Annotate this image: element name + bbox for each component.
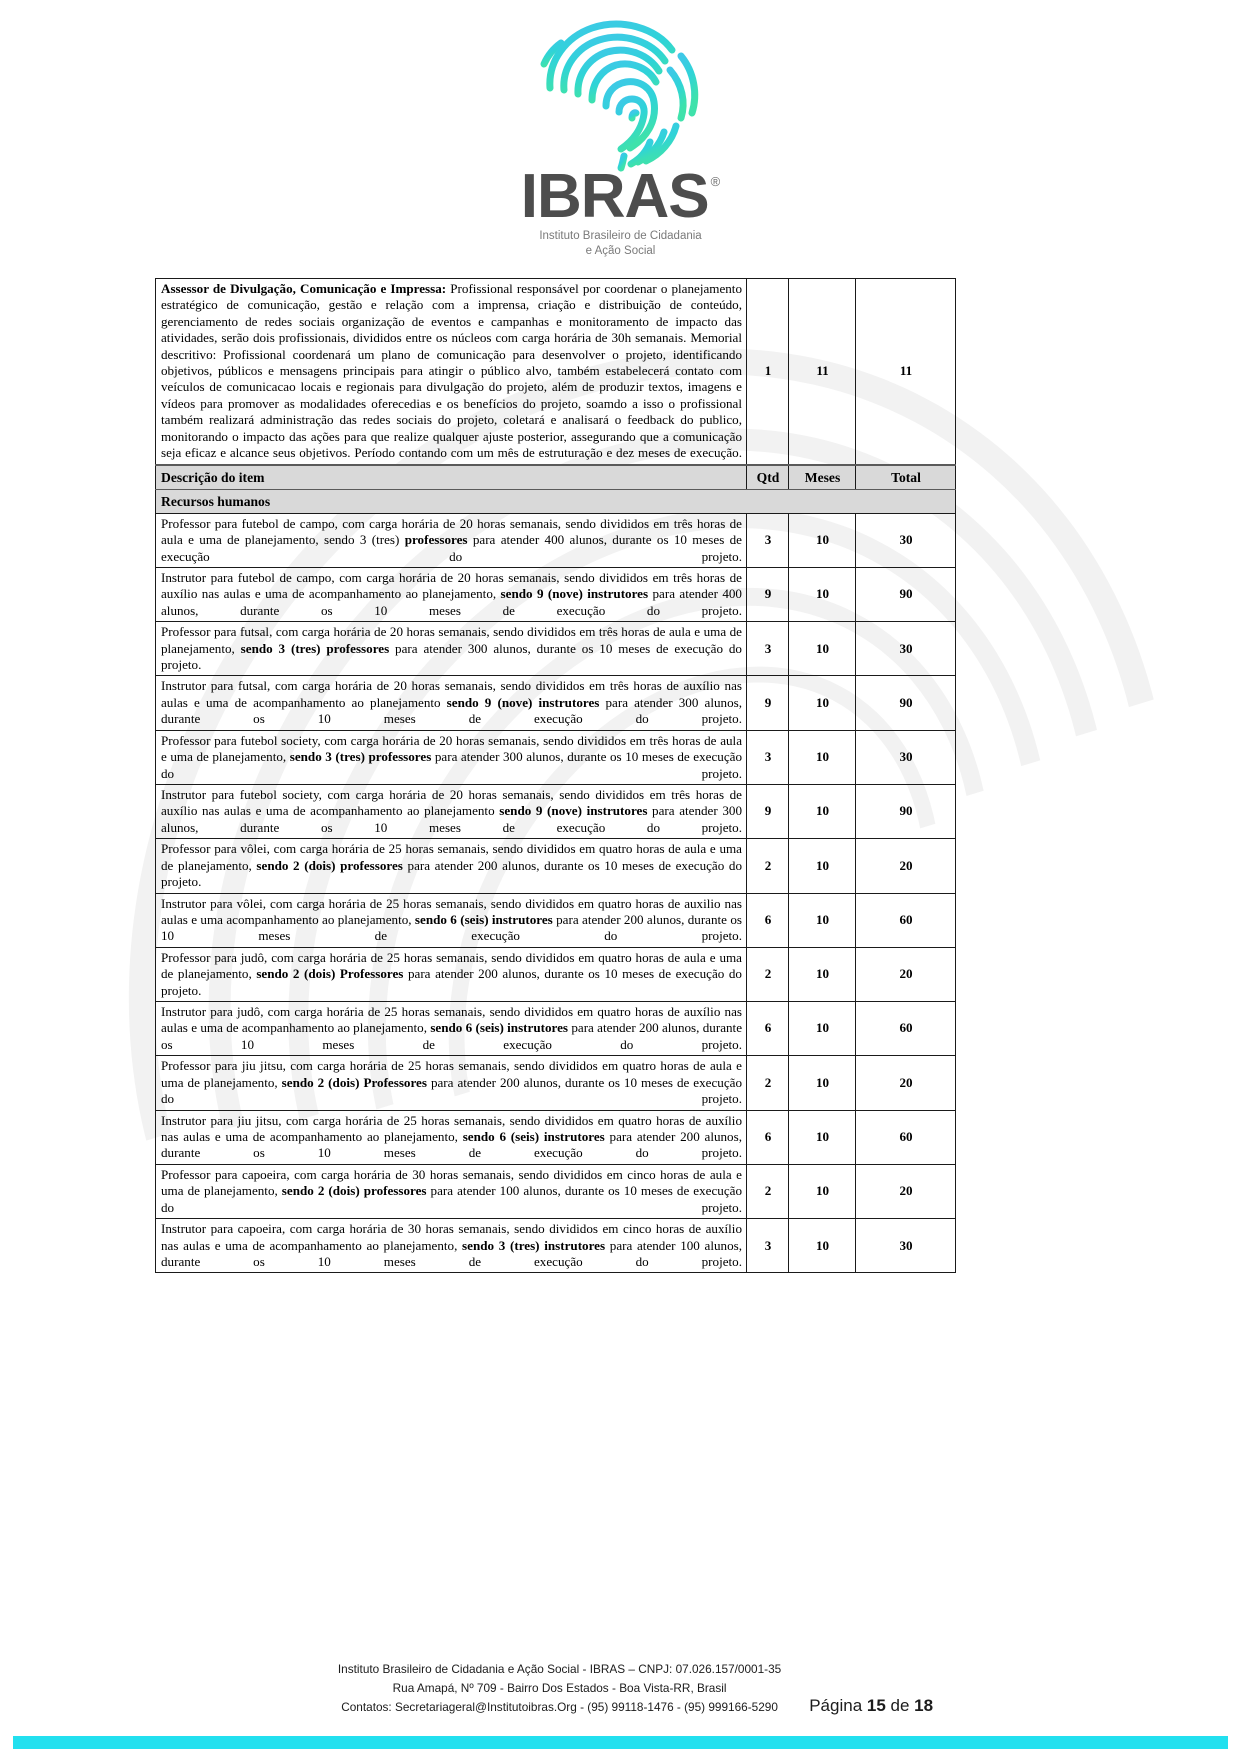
table-row [156,730,956,784]
row-meses-cell: 10 [789,730,856,784]
row-description-cell [156,730,747,784]
row-total-cell: 20 [856,1164,956,1218]
table-header-row [156,465,956,490]
row-qtd-cell: 3 [747,1219,789,1273]
table-row [156,1164,956,1218]
page-current: 15 [866,1696,886,1715]
row-description-text: Instrutor para futsal, com carga horária de 20 horas semanais, sendo divididos em três horas de auxílio nas aulas e uma de acompanhamento ao planejamento [161,678,742,710]
page-total: 18 [914,1696,934,1715]
row-description-text: para atender 200 alunos, durante os 10 meses de execução do projeto. [161,1074,742,1107]
row-description-emphasis: sendo 2 (dois) Professores [256,966,404,982]
row-description-text: para atender 200 alunos, durante os 10 meses de execução do projeto. [161,1129,742,1161]
row-description-cell [156,1219,747,1273]
table-row-intro [156,278,956,464]
row-qtd-cell: 9 [747,676,789,730]
row-total-cell: 30 [856,622,956,676]
row-qtd-cell: 6 [747,1002,789,1056]
row-total-cell: 30 [856,513,956,567]
row-description-text: Professor para futebol de campo, com carga horária de 20 horas semanais, sendo divididos em três horas de aula e uma de planejamento, sendo 3 (tres) [161,515,742,548]
row-total-cell: 30 [856,1219,956,1273]
row-meses-cell: 10 [789,839,856,893]
row-description-emphasis: sendo 2 (dois) Professores [281,1074,427,1090]
row-description-text: para atender 100 alunos, durante os 10 meses de execução do projeto. [161,1237,742,1269]
budget-table [155,278,956,1273]
row-description-emphasis: sendo 3 (tres) instrutores [462,1237,606,1253]
row-total-cell: 20 [856,1056,956,1110]
table-row [156,622,956,676]
row-total-cell: 90 [856,676,956,730]
intro-qtd-cell: 1 [747,278,789,464]
intro-meses-cell: 11 [789,278,856,464]
table-row [156,676,956,730]
row-qtd-cell: 3 [747,513,789,567]
footer-line-contacts: Contatos: Secretariageral@Institutoibras.Org - (95) 99118-1476 - (95) 999166-5290 [341,1699,778,1714]
row-total-cell: 90 [856,567,956,621]
row-qtd-cell: 3 [747,622,789,676]
brand-tagline-line-1: Instituto Brasileiro de Cidadania [539,229,702,242]
row-meses-cell: 10 [789,1056,856,1110]
row-meses-cell: 10 [789,1164,856,1218]
row-description-text: Instrutor para jiu jitsu, com carga horária de 25 horas semanais, sendo divididos em quatro horas de auxílio nas aulas e uma de acompanhamento ao planejamento, [161,1112,742,1144]
row-meses-cell: 10 [789,622,856,676]
row-description-text: para atender 200 alunos, durante os 10 meses de execução do projeto. [161,1020,742,1052]
document-footer [0,1660,1241,1717]
footer-accent-bar [13,1736,1228,1749]
row-description-emphasis: sendo 3 (tres) professores [240,640,390,656]
table-row [156,567,956,621]
row-meses-cell: 10 [789,893,856,947]
row-qtd-cell: 6 [747,1110,789,1164]
row-qtd-cell: 2 [747,947,789,1001]
table-row [156,1002,956,1056]
row-description-cell [156,947,747,1001]
intro-description-cell [156,278,747,464]
row-meses-cell: 10 [789,947,856,1001]
row-description-text: para atender 300 alunos, durante os 10 meses de execução do projeto. [161,694,742,727]
intro-lead-label: Assessor de Divulgação, Comunicação e Impressa: [161,280,447,296]
row-qtd-cell: 3 [747,730,789,784]
row-description-text: Professor para futebol society, com carga horária de 20 horas semanais, sendo divididos em três horas de aula e uma de planejamento, [161,732,742,765]
page-middle: de [885,1696,915,1715]
row-description-text: Professor para vôlei, com carga horária de 25 horas semanais, sendo divididos em quatro horas de aula e uma de planejamento, [161,841,742,873]
row-meses-cell: 10 [789,784,856,838]
table-row [156,1219,956,1273]
row-meses-cell: 10 [789,1002,856,1056]
row-meses-cell: 10 [789,676,856,730]
row-total-cell: 60 [856,1002,956,1056]
row-description-cell [156,622,747,676]
column-header-total: Total [856,465,956,490]
row-description-text: para atender 300 alunos, durante os 10 meses de execução do projeto. [161,749,742,781]
row-description-cell [156,567,747,621]
budget-table-container [155,278,955,1273]
row-description-text: Instrutor para vôlei, com carga horária de 25 horas semanais, sendo divididos em quatro horas de auxilio nas aulas e uma acompanhamento ao planejamento, [161,895,742,927]
row-description-emphasis: sendo 9 (nove) instrutores [499,803,648,819]
row-description-text: para atender 200 alunos, durante os 10 meses de execução do projeto. [161,966,742,998]
row-qtd-cell: 9 [747,784,789,838]
row-total-cell: 90 [856,784,956,838]
row-description-cell [156,839,747,893]
row-qtd-cell: 2 [747,1056,789,1110]
row-description-emphasis: sendo 6 (seis) instrutores [462,1129,605,1144]
page-number-label [809,1696,933,1717]
row-description-text: para atender 400 alunos, durante os 10 meses de execução do projeto. [161,532,742,564]
row-description-text: Professor para futsal, com carga horária de 20 horas semanais, sendo divididos em três horas de aula e uma de planejamento, [161,624,742,656]
table-row [156,1056,956,1110]
row-description-text: Instrutor para futebol de campo, com carga horária de 20 horas semanais, sendo divididos em três horas de auxílio nas aulas e uma de acompanhamento ao planejamento, [161,569,742,602]
column-header-descricao: Descrição do item [156,465,747,490]
row-description-cell [156,1056,747,1110]
column-header-qtd: Qtd [747,465,789,490]
table-row [156,784,956,838]
row-description-cell [156,676,747,730]
intro-total-cell: 11 [856,278,956,464]
table-row [156,839,956,893]
row-description-text: Instrutor para judô, com carga horária de 25 horas semanais, sendo divididos em quatro horas de auxílio nas aulas e uma de acompanhamento ao planejamento, [161,1004,742,1036]
row-description-text: para atender 400 alunos, durante os 10 meses de execução do projeto. [161,586,742,618]
intro-body-text: Profissional responsável por coordenar o planejamento estratégico de comunicação, gestão e relação com a imprensa, criação e distribuição de conteúdo, gerenciamento de redes sociais organização de eventos e campanhas e monitoramento de impacto das atividades, serão dois profissionais, divididos entre os núcleos com carga horária de 30h semanais. Memorial descritivo: Profissional coordenará um plano de comunicação para desenvolver o projeto, identificando objetivos, públicos e mensagens principais para atingir o público alvo, também estabelecerá contato com veículos de comunicacao locais e regionais para divulgação do projeto, além de produzir textos, imagens e vídeos para promover as modalidades oferecedias e os benefícios do projeto, soamdo a isso o profissional também realizará administração das redes sociais do projeto, coletará e analisará o feedback do publico, monitorando o impacto das ações para que realize qualquer ajuste posterior, assegurando que a comunicação seja eficaz e alcance seus objetivos. Período contando com um mês de estruturação e dez meses de execução. [161,280,742,461]
row-qtd-cell: 2 [747,1164,789,1218]
footer-line-address: Rua Amapá, Nº 709 - Bairro Dos Estados - Boa Vista-RR, Brasil [392,1680,727,1695]
section-label-recursos-humanos: Recursos humanos [156,489,956,513]
row-description-cell [156,1002,747,1056]
row-total-cell: 60 [856,1110,956,1164]
row-qtd-cell: 9 [747,567,789,621]
footer-line-entity: Instituto Brasileiro de Cidadania e Ação Social - IBRAS – CNPJ: 07.026.157/0001-35 [337,1661,782,1676]
fingerprint-brazil-icon [526,14,716,174]
row-description-emphasis: sendo 9 (nove) instrutores [500,586,649,602]
footer-contact-block [338,1660,781,1717]
row-description-cell [156,893,747,947]
row-total-cell: 20 [856,839,956,893]
row-qtd-cell: 6 [747,893,789,947]
row-meses-cell: 10 [789,513,856,567]
table-section-row [156,489,956,513]
row-description-text: para atender 100 alunos, durante os 10 meses de execução do projeto. [161,1183,743,1215]
row-description-cell [156,784,747,838]
row-total-cell: 30 [856,730,956,784]
row-meses-cell: 10 [789,1219,856,1273]
row-description-emphasis: sendo 6 (seis) instrutores [414,911,553,927]
column-header-meses: Meses [789,465,856,490]
row-description-emphasis: sendo 2 (dois) professores [281,1183,427,1199]
row-description-text: para atender 200 alunos, durante os 10 meses de execução do projeto. [161,911,742,944]
row-description-emphasis: professores [404,532,468,548]
row-description-text: Professor para capoeira, com carga horária de 30 horas semanais, sendo divididos em cinco horas de aula e uma de planejamento, [161,1166,742,1199]
row-description-text: Professor para judô, com carga horária de 25 horas semanais, sendo divididos em quatro horas de aula e uma de planejamento, [161,949,742,982]
row-description-cell [156,513,747,567]
row-description-emphasis: sendo 2 (dois) professores [256,857,403,873]
table-row [156,1110,956,1164]
row-description-text: para atender 200 alunos, durante os 10 meses de execução do projeto. [161,857,742,890]
brand-tagline-line-2: e Ação Social [585,245,656,258]
row-description-text: para atender 300 alunos, durante os 10 meses de execução do projeto. [161,803,742,835]
table-row [156,893,956,947]
document-header [0,0,1241,260]
row-qtd-cell: 2 [747,839,789,893]
page-prefix: Página [809,1696,867,1715]
row-total-cell: 60 [856,893,956,947]
row-total-cell: 20 [856,947,956,1001]
row-description-text: Instrutor para capoeira, com carga horária de 30 horas semanais, sendo divididos em cinco horas de auxílio nas aulas e uma de acompanhamento ao planejamento, [161,1221,742,1253]
brand-wordmark: IBRAS [520,162,709,231]
row-description-emphasis: sendo 6 (seis) instrutores [430,1020,569,1036]
row-description-text: Professor para jiu jitsu, com carga horária de 25 horas semanais, sendo divididos em quatro horas de aula e uma de planejamento, [161,1058,742,1090]
row-description-cell [156,1164,747,1218]
row-description-text: para atender 300 alunos, durante os 10 meses de execução do projeto. [161,640,742,673]
row-description-text: Instrutor para futebol society, com carga horária de 20 horas semanais, sendo divididos em três horas de auxílio nas aulas e uma de acompanhamento ao planejamento [161,786,742,819]
table-row [156,947,956,1001]
registered-trademark-symbol: ® [710,174,721,189]
row-meses-cell: 10 [789,567,856,621]
row-description-cell [156,1110,747,1164]
brand-tagline [539,229,701,260]
table-row [156,513,956,567]
row-description-emphasis: sendo 3 (tres) professores [289,749,432,765]
row-meses-cell: 10 [789,1110,856,1164]
row-description-emphasis: sendo 9 (nove) instrutores [446,694,600,710]
